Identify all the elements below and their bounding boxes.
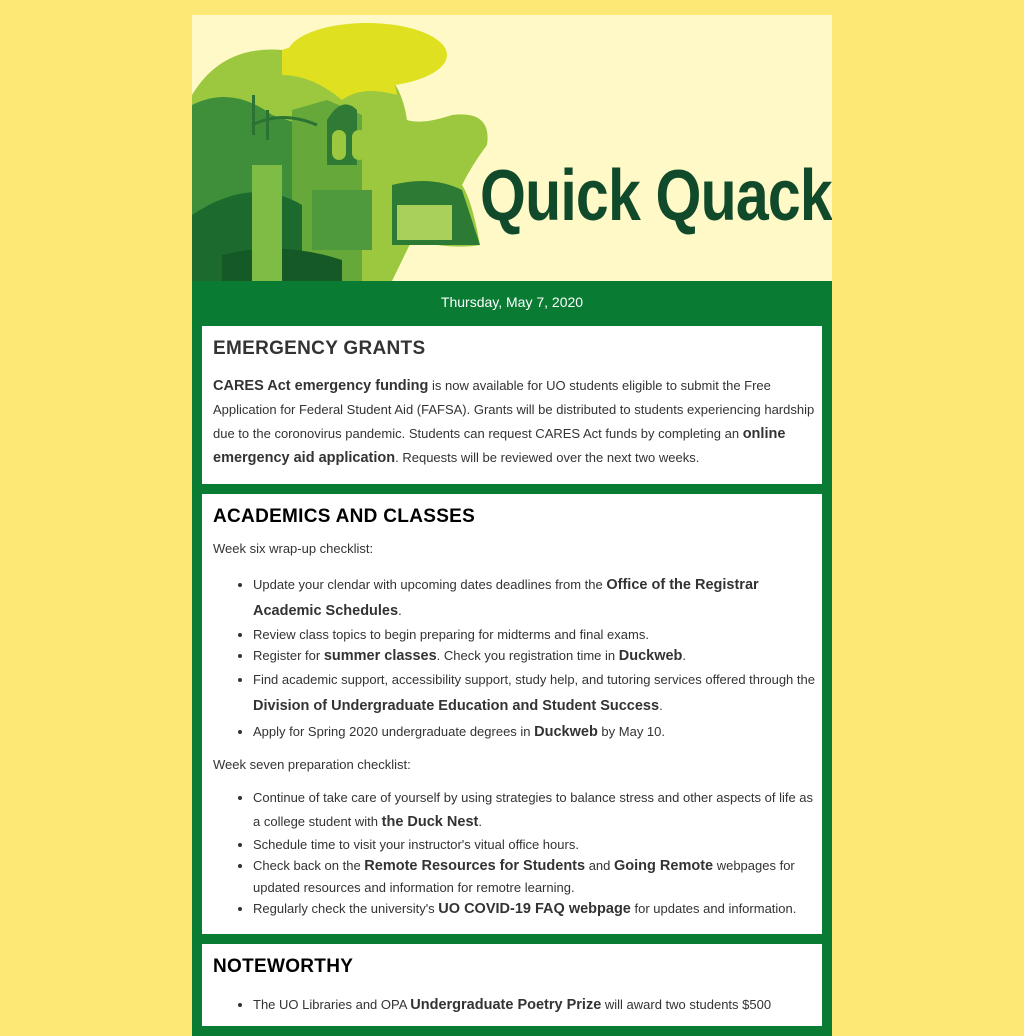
list-item: • Continue of take care of yourself by using strategies to balance stress and other aspects of life as a college student with the Duck Nest.	[253, 786, 822, 834]
newsletter	[192, 15, 832, 1036]
list-item: • Find academic support, accessibility support, study help, and tutoring services offered through the Division of Undergraduate Education and Student Success.	[253, 667, 822, 719]
list-item: • Check back on the Remote Resources for Students and Going Remote webpages for updated resources and information for remotre learning.	[253, 855, 822, 898]
noteworthy-section	[202, 944, 822, 1026]
duck-nest-link[interactable]: the Duck Nest	[381, 814, 479, 830]
emergency-grants-section	[202, 326, 822, 484]
week-seven-intro: Week seven preparation checklist:	[213, 757, 411, 772]
registrar-schedules-link[interactable]: Office of the Registrar Academic Schedules	[253, 577, 759, 619]
duckweb-degree-link[interactable]: Duckweb	[534, 724, 598, 740]
list-item: • Regularly check the university's UO COVID-19 FAQ webpage for updates and information.	[253, 898, 822, 920]
grants-paragraph: CARES Act emergency funding is now available for UO students eligible to submit the Free Application for Federal Student Aid (FAFSA). Grants will be distributed to students experiencing hardship due to the coronovirus pandemic. Students can request CARES Act funds by completing an online emergency aid application. Requests will be reviewed over the next two weeks.	[213, 378, 815, 466]
list-item: • Apply for Spring 2020 undergraduate degrees in Duckweb by May 10.	[253, 719, 822, 745]
academics-section	[202, 494, 822, 934]
going-remote-link[interactable]: Going Remote	[614, 858, 714, 874]
summer-classes-link[interactable]: summer classes	[323, 648, 437, 664]
section-heading: NOTEWORTHY	[213, 956, 354, 977]
week-six-intro: Week six wrap-up checklist:	[213, 541, 374, 556]
banner-title: Quick Quack	[480, 156, 832, 236]
undergraduate-education-link[interactable]: Division of Undergraduate Education and Student Success	[253, 698, 660, 714]
covid-faq-link[interactable]: UO COVID-19 FAQ webpage	[438, 901, 631, 917]
cares-act-link[interactable]: CARES Act emergency funding	[213, 378, 429, 394]
remote-resources-link[interactable]: Remote Resources for Students	[364, 858, 586, 874]
content-area	[192, 281, 832, 1036]
section-heading: ACADEMICS AND CLASSES	[213, 506, 476, 527]
noteworthy-list	[213, 994, 822, 1026]
emergency-aid-application-link[interactable]: online emergency aid application	[213, 426, 786, 466]
duckweb-link[interactable]: Duckweb	[618, 648, 683, 664]
list-item: • Update your clendar with upcoming dates deadlines from the Office of the Registrar Academic Schedules.	[253, 572, 822, 624]
duck-campus-illustration	[192, 15, 832, 281]
list-item: • The UO Libraries and OPA Undergraduate Poetry Prize will award two students $500	[253, 994, 822, 1016]
list-item: • Schedule time to visit your instructor's vitual office hours.	[253, 834, 822, 855]
poetry-prize-link[interactable]: Undergraduate Poetry Prize	[410, 997, 602, 1013]
week-six-checklist	[213, 572, 822, 745]
list-item: • Register for summer classes. Check you registration time in Duckweb.	[253, 645, 822, 667]
issue-date: Thursday, May 7, 2020	[440, 294, 584, 310]
banner	[192, 15, 832, 281]
list-item: • Review class topics to begin preparing for midterms and final exams.	[253, 624, 822, 645]
section-heading: EMERGENCY GRANTS	[213, 338, 426, 359]
week-seven-checklist	[213, 786, 822, 934]
